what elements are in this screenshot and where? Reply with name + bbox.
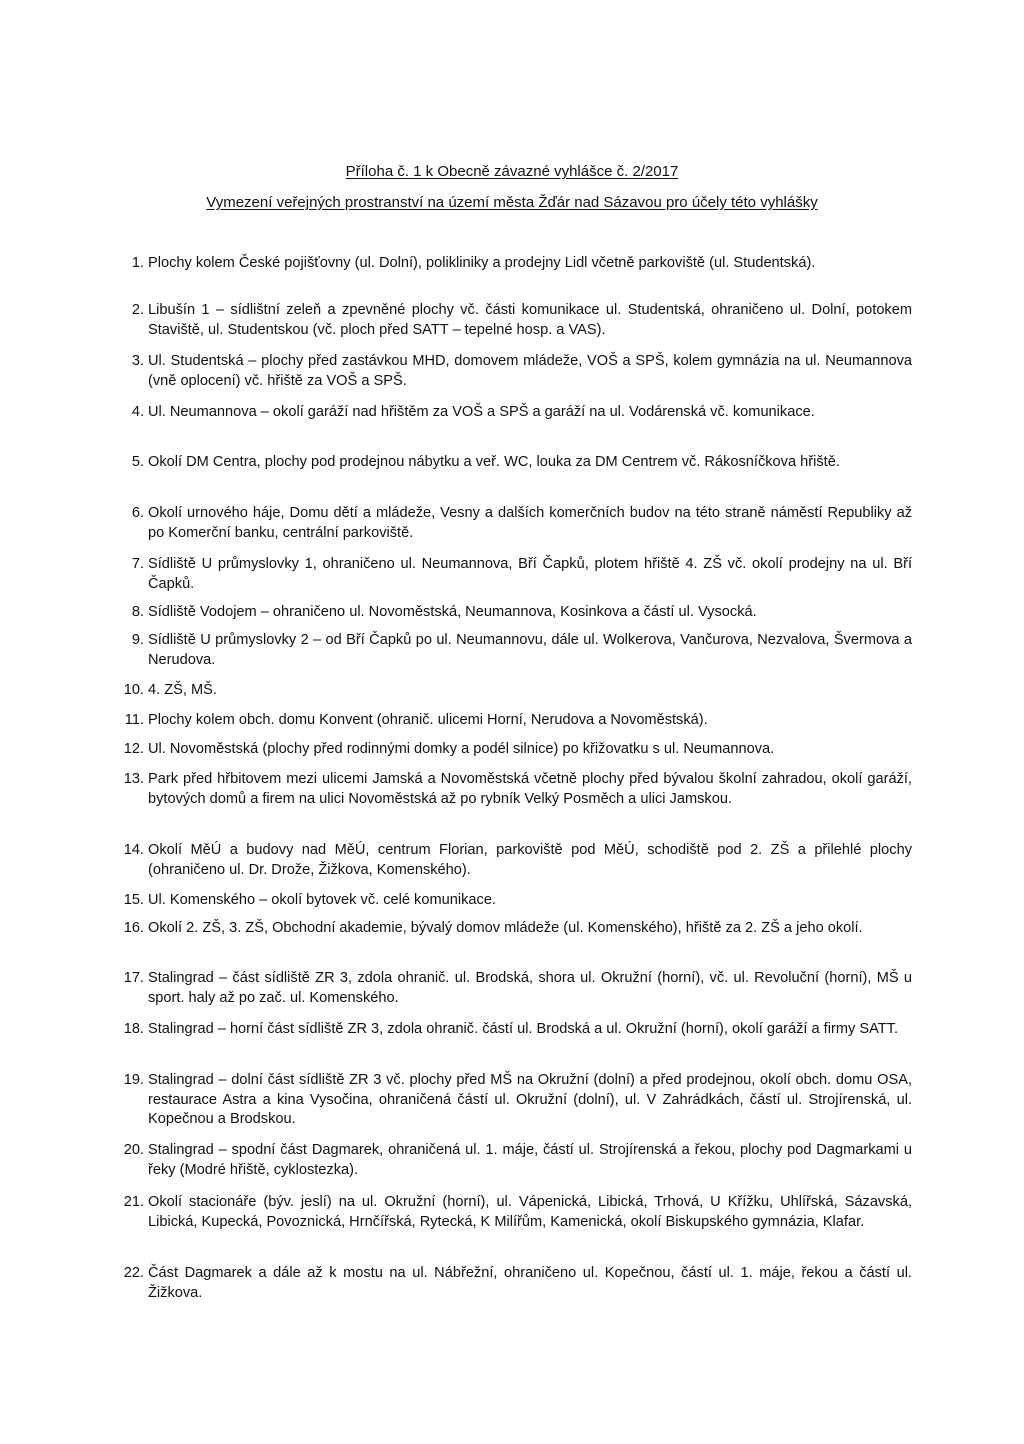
item-text: Plochy kolem obch. domu Konvent (ohranič. ulicemi Horní, Nerudova a Novoměstská). <box>148 712 708 728</box>
item-text: Okolí MěÚ a budovy nad MěÚ, centrum Florian, parkoviště pod MěÚ, schodiště pod 2. ZŠ a přilehlé plochy (ohraničeno ul. Dr. Drože, Žižkova, Komenského). <box>148 842 912 878</box>
item-number: 19. <box>123 1072 144 1088</box>
attachment-title <box>0 163 1024 181</box>
list-item <box>112 603 912 623</box>
list-item <box>112 1193 912 1232</box>
document-subtitle <box>0 194 1024 212</box>
item-text: Plochy kolem České pojišťovny (ul. Dolní), polikliniky a prodejny Lidl včetně parkoviště (ul. Studentská). <box>148 255 816 271</box>
document-subtitle-text: Vymezení veřejných prostranství na území města Žďár nad Sázavou pro účely této vyhlášky <box>206 194 818 211</box>
list-item <box>112 1141 912 1180</box>
list-item <box>112 770 912 809</box>
list-item <box>112 919 912 939</box>
list-item <box>112 1071 912 1130</box>
list-item <box>112 711 912 731</box>
item-number: 1. <box>131 255 144 271</box>
item-text: Stalingrad – část sídliště ZR 3, zdola ohranič. ul. Brodská, shora ul. Okružní (horní), vč. ul. Revoluční (horní), MŠ u sport. haly až po zač. ul. Komenského. <box>148 970 912 1006</box>
item-number: 18. <box>123 1021 144 1037</box>
list-item <box>112 891 912 911</box>
item-text: Stalingrad – horní část sídliště ZR 3, zdola ohranič. částí ul. Brodská a ul. Okružní (horní), okolí garáží a firmy SATT. <box>148 1021 898 1037</box>
item-number: 13. <box>123 771 144 787</box>
list-item <box>112 631 912 670</box>
item-number: 4. <box>131 404 144 420</box>
item-number: 11. <box>124 712 144 728</box>
item-number: 16. <box>123 920 144 936</box>
item-text: Ul. Neumannova – okolí garáží nad hřištěm za VOŠ a SPŠ a garáží na ul. Vodárenská vč. komunikace. <box>148 404 815 420</box>
item-text: Okolí urnového háje, Domu dětí a mládeže, Vesny a dalších komerčních budov na této straně náměstí Republiky až po Komerční banku, centrální parkoviště. <box>148 505 912 541</box>
item-number: 3. <box>131 353 144 369</box>
list-item <box>112 1020 912 1040</box>
item-text: Sídliště U průmyslovky 1, ohraničeno ul. Neumannova, Bří Čapků, plotem hřiště 4. ZŠ vč. okolí prodejny na ul. Bří Čapků. <box>148 556 912 592</box>
item-number: 20. <box>123 1142 144 1158</box>
item-text: Park před hřbitovem mezi ulicemi Jamská a Novoměstská včetně plochy před bývalou školní zahradou, okolí garáží, bytových domů a firem na ulici Novoměstská až po rybník Velký Posměch a ulici Jamskou. <box>148 771 912 807</box>
item-text: Libušín 1 – sídlištní zeleň a zpevněné plochy vč. části komunikace ul. Studentská, ohraničeno ul. Dolní, potokem Staviště, ul. Studentskou (vč. ploch před SATT – tepelné hosp. a VAS). <box>148 302 912 338</box>
list-item <box>112 681 912 701</box>
list-item <box>112 453 912 473</box>
item-text: Ul. Novoměstská (plochy před rodinnými domky a podél silnice) po křižovatku s ul. Neumannova. <box>148 741 775 757</box>
item-number: 9. <box>131 632 144 648</box>
item-text: Stalingrad – dolní část sídliště ZR 3 vč. plochy před MŠ na Okružní (dolní) a před prodejnou, okolí obch. domu OSA, restaurace Astra a kina Vysočina, ohraničená částí ul. Okružní (dolní), ul. V Zahrádkách, částí ul. Strojírenská, ul. Kopečnou a Brodskou. <box>148 1072 912 1127</box>
item-number: 6. <box>131 505 144 521</box>
item-text: Ul. Studentská – plochy před zastávkou MHD, domovem mládeže, VOŠ a SPŠ, kolem gymnázia na ul. Neumannova (vně oplocení) vč. hřiště za VOŠ a SPŠ. <box>148 353 912 389</box>
item-number: 7. <box>131 556 144 572</box>
item-text: 4. ZŠ, MŠ. <box>148 682 217 698</box>
item-text: Část Dagmarek a dále až k mostu na ul. Nábřežní, ohraničeno ul. Kopečnou, částí ul. 1. máje, řekou a částí ul. Žižkova. <box>148 1265 912 1301</box>
item-number: 2. <box>131 302 144 318</box>
item-number: 14. <box>123 842 144 858</box>
item-text: Ul. Komenského – okolí bytovek vč. celé komunikace. <box>148 892 496 908</box>
item-number: 5. <box>131 454 144 470</box>
list-item <box>112 740 912 760</box>
item-text: Okolí stacionáře (býv. jeslí) na ul. Okružní (horní), ul. Vápenická, Libická, Trhová, U Křížku, Uhlířská, Sázavská, Libická, Kupecká, Povoznická, Hrnčířská, Rytecká, K Milířům, Kamenická, okolí Biskupského gymnázia, Klafar. <box>148 1194 912 1230</box>
list-item <box>112 555 912 594</box>
list-item <box>112 841 912 880</box>
item-number: 15. <box>123 892 144 908</box>
item-text: Okolí 2. ZŠ, 3. ZŠ, Obchodní akademie, bývalý domov mládeže (ul. Komenského), hřiště za 2. ZŠ a jeho okolí. <box>148 920 863 936</box>
item-number: 8. <box>131 604 144 620</box>
list-item <box>112 254 912 274</box>
item-number: 22. <box>123 1265 144 1281</box>
item-text: Stalingrad – spodní část Dagmarek, ohraničená ul. 1. máje, částí ul. Strojírenská a řekou, plochy pod Dagmarkami u řeky (Modré hřiště, cyklostezka). <box>148 1142 912 1178</box>
list-item <box>112 403 912 423</box>
item-number: 10. <box>123 682 144 698</box>
item-number: 21. <box>123 1194 144 1210</box>
item-number: 17. <box>123 970 144 986</box>
list-item <box>112 301 912 340</box>
item-text: Okolí DM Centra, plochy pod prodejnou nábytku a veř. WC, louka za DM Centrem vč. Rákosníčkova hřiště. <box>148 454 840 470</box>
list-item <box>112 1264 912 1303</box>
item-number: 12. <box>123 741 144 757</box>
item-text: Sídliště U průmyslovky 2 – od Bří Čapků po ul. Neumannovu, dále ul. Wolkerova, Vančurova, Nezvalova, Švermova a Nerudova. <box>148 632 912 668</box>
list-item <box>112 352 912 391</box>
attachment-title-text: Příloha č. 1 k Obecně závazné vyhlášce č. 2/2017 <box>345 163 679 180</box>
item-text: Sídliště Vodojem – ohraničeno ul. Novoměstská, Neumannova, Kosinkova a částí ul. Vysocká. <box>148 604 757 620</box>
list-item <box>112 969 912 1008</box>
list-item <box>112 504 912 543</box>
